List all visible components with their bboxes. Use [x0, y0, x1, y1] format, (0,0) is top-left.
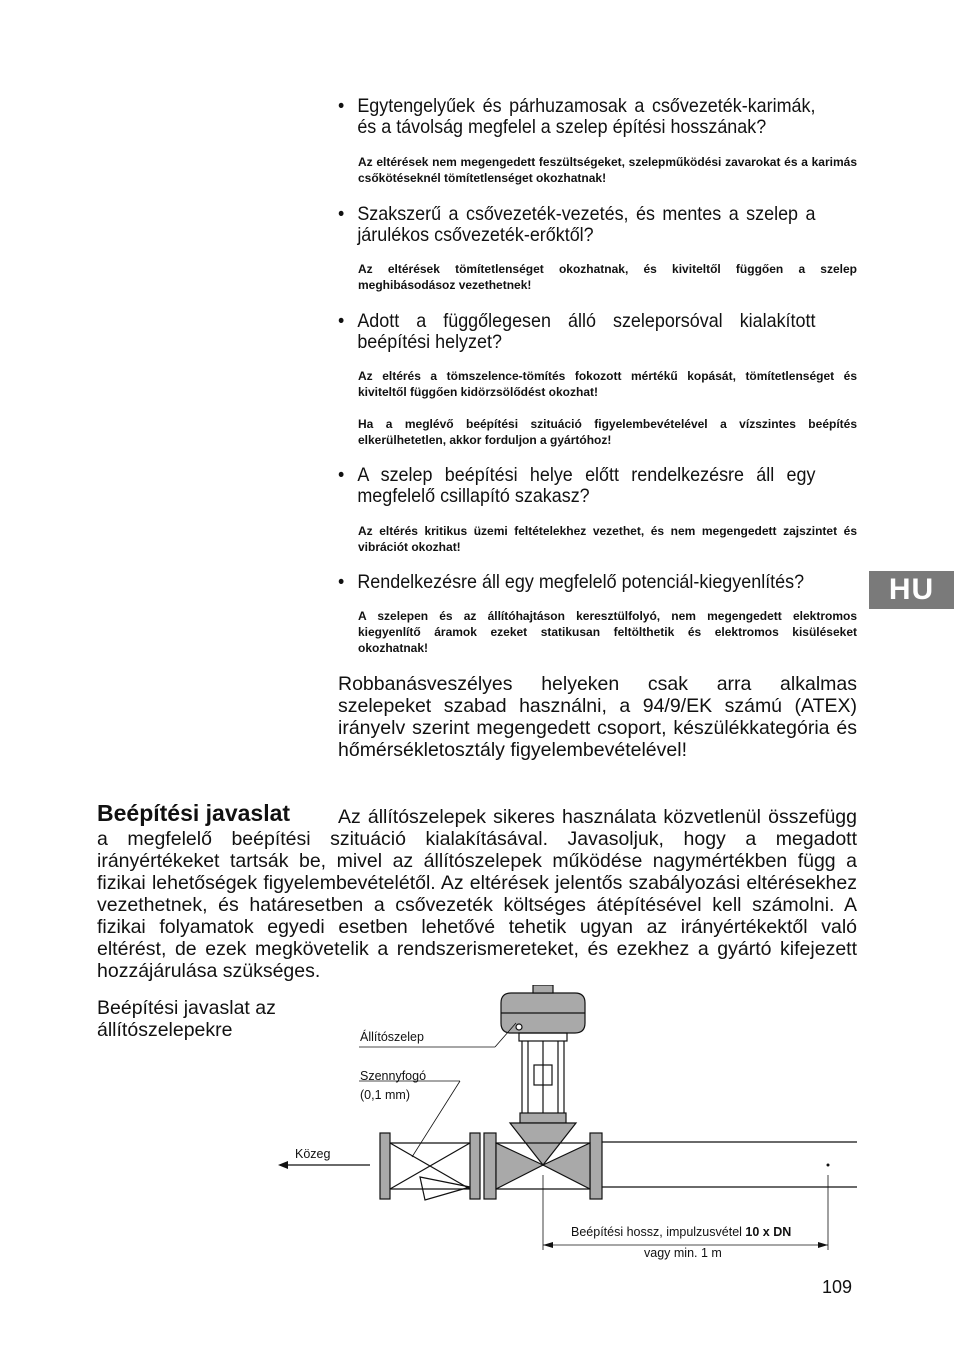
- dimension-label-min: vagy min. 1 m: [644, 1246, 722, 1260]
- checklist-note: Az eltérések nem megengedett feszültségeket, szelepműködési zavarokat és a karimás csőkötéseknél tömítetlenséget okozhatnak!: [358, 155, 857, 185]
- medium-label: Közeg: [295, 1147, 331, 1161]
- figure-caption: Beépítési javaslat az állítószelepekre: [97, 997, 276, 1041]
- checklist-question: • Szakszerű a csővezeték-vezetés, és mentes a szelep a járulékos csővezeték-erőktől?: [338, 203, 816, 246]
- bullet-icon: •: [338, 95, 345, 117]
- language-tab: HU: [869, 571, 954, 609]
- checklist-note: Az eltérések tömítetlenséget okozhatnak, és kiviteltől függően a szelep meghibásodásoz vezethetnek!: [358, 262, 857, 292]
- strainer-mesh-label: (0,1 mm): [360, 1088, 410, 1102]
- bullet-icon: •: [338, 310, 345, 332]
- checklist-question: • Rendelkezésre áll egy megfelelő potenciál-kiegyenlítés?: [338, 571, 805, 593]
- section-body: Az állítószelepek sikeres használata közvetlenül összefügg a megfelelő beépítési szituáció kialakításával. Javasoljuk, hogy a megadott irányértékeket tartsák be, mivel az állítószelepek működése nagymértékben függ a fizikai lehetőségek figyelembevételétől. Az eltérések jelentős szabályozási eltérésekhez vezethetnek, és határesetben a csővezeték költséges átépítésével kell számolni. A fizikai folyamatok egyedi esetben lehetővé tehetik ugyan az irányértékektől való eltérést, de ezek megkövetelik a rendszerismereteket, és ezekhez a gyártó kifejezett hozzájárulása szükséges.: [97, 806, 857, 982]
- page-number: 109: [822, 1277, 853, 1297]
- bullet-icon: •: [338, 464, 345, 486]
- yoke-icon: [519, 1033, 567, 1123]
- checklist-note: A szelepen és az állítóhajtáson keresztülfolyó, nem megengedett elektromos kiegyenlítő áramok ezeket statikusan feltölthetik és elektromos kisüléseket okozhatnak!: [358, 609, 857, 655]
- checklist-note: Ha a meglévő beépítési szituáció figyelembevételével a vízszintes beépítés elkerülhetetlen, akkor forduljon a gyártóhoz!: [358, 417, 857, 447]
- installation-diagram: [270, 985, 870, 1265]
- checklist-note: Az eltérés kritikus üzemi feltételekhez vezethet, és nem megengedett zajszintet és vibrációt okozhat!: [358, 524, 857, 554]
- strainer-label: Szennyfogó: [360, 1069, 427, 1083]
- bullet-icon: •: [338, 571, 345, 593]
- checklist-question: • Egytengelyűek és párhuzamosak a csővezeték-karimák, és a távolság megfelel a szelep építési hosszának?: [338, 95, 816, 138]
- checklist-note: Az eltérés a tömszelence-tömítés fokozott mértékű kopását, tömítetlenséget és kiviteltől függően kidörzsölődést okozhat!: [358, 369, 857, 399]
- strainer-icon: [380, 1133, 480, 1200]
- checklist-question: • Adott a függőlegesen álló szeleporsóval kialakított beépítési helyzet?: [338, 310, 816, 353]
- section-title: Beépítési javaslat: [97, 800, 291, 826]
- atex-paragraph: Robbanásveszélyes helyeken csak arra alkalmas szelepeket szabad használni, a 94/9/EK számú (ATEX) irányelv szerint megengedett csoport, készülékkategória és hőmérsékletosztály figyelembevételével!: [338, 673, 857, 761]
- dimension-label: Beépítési hossz, impulzusvétel 10 x DN: [571, 1225, 792, 1239]
- bullet-icon: •: [338, 203, 345, 225]
- downstream-pipe: [602, 1142, 857, 1187]
- checklist-question: • A szelep beépítési helye előtt rendelkezésre áll egy megfelelő csillapító szakasz?: [338, 464, 816, 507]
- valve-label: Állítószelep: [360, 1030, 424, 1044]
